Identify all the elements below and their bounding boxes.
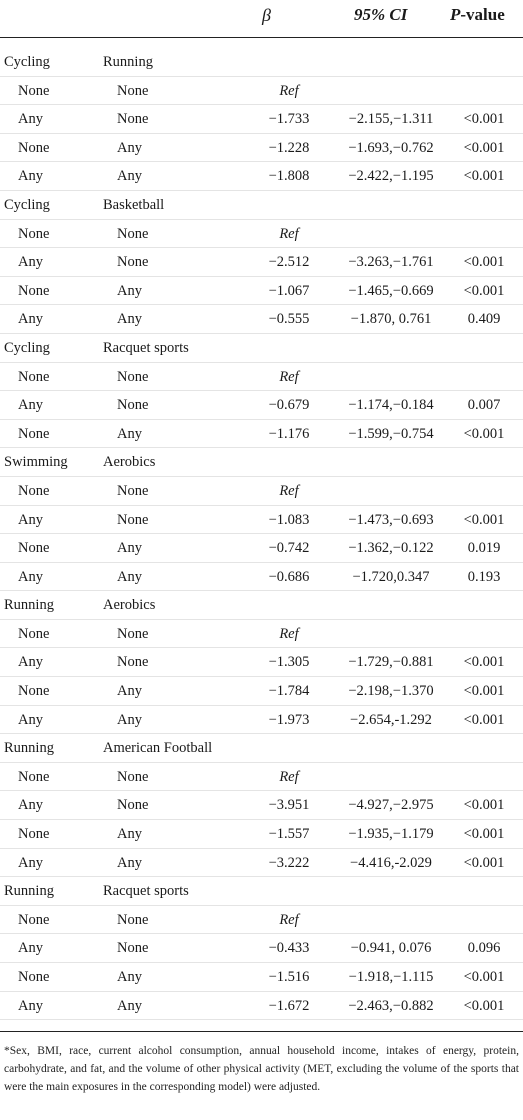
beta-value: −3.951 — [268, 797, 310, 814]
beta-value: −0.433 — [268, 940, 310, 957]
table-row — [0, 706, 523, 735]
ci-value: −2.654,-1.292 — [350, 711, 432, 728]
beta-value: Ref — [279, 225, 299, 242]
table-row — [0, 506, 523, 535]
footer-rule — [0, 1031, 523, 1032]
beta-value: −1.733 — [268, 111, 310, 128]
table-row — [0, 791, 523, 820]
table-row — [0, 134, 523, 163]
group-sport-a: Running — [4, 883, 54, 900]
table-row — [0, 277, 523, 306]
group-header-row — [0, 591, 523, 620]
beta-value: Ref — [279, 368, 299, 385]
ci-value: −2.198,−1.370 — [348, 683, 434, 700]
exposure-b-level: None — [117, 940, 149, 957]
ci-value: −1.870, 0.761 — [350, 311, 432, 328]
p-value: <0.001 — [463, 826, 505, 843]
p-value: <0.001 — [463, 425, 505, 442]
exposure-a-level: Any — [18, 711, 43, 728]
ci-value: −1.935,−1.179 — [348, 826, 434, 843]
p-value: 0.007 — [467, 397, 501, 414]
group-sport-a: Cycling — [4, 339, 50, 356]
beta-value: −1.516 — [268, 969, 310, 985]
table-row — [0, 420, 523, 449]
exposure-b-level: Any — [117, 139, 142, 156]
exposure-b-level: None — [117, 111, 149, 128]
header-rule — [0, 37, 523, 38]
exposure-a-level: Any — [18, 511, 43, 528]
table-row — [0, 391, 523, 420]
p-value: 0.096 — [467, 940, 501, 957]
exposure-b-level: Any — [117, 168, 142, 185]
table-row — [0, 992, 523, 1021]
p-value: <0.001 — [463, 139, 505, 156]
p-value: <0.001 — [463, 168, 505, 185]
beta-value: −0.679 — [268, 397, 310, 414]
group-header-row — [0, 734, 523, 763]
exposure-b-level: Any — [117, 540, 142, 557]
exposure-a-level: Any — [18, 397, 43, 414]
beta-value: Ref — [279, 911, 299, 928]
ci-value: −4.927,−2.975 — [348, 797, 434, 814]
p-value: 0.019 — [467, 540, 501, 557]
exposure-a-level: Any — [18, 568, 43, 585]
exposure-b-level: None — [117, 654, 149, 671]
table-row — [0, 77, 523, 106]
beta-value: −2.512 — [268, 254, 310, 271]
group-sport-b: Racquet sports — [103, 339, 189, 356]
beta-value: Ref — [279, 768, 299, 785]
table-row — [0, 220, 523, 249]
beta-value: −1.228 — [268, 139, 310, 156]
exposure-a-level: Any — [18, 797, 43, 814]
p-value: <0.001 — [463, 854, 505, 871]
beta-value: −1.973 — [268, 711, 310, 728]
group-sport-b: Running — [103, 54, 153, 70]
exposure-a-level: Any — [18, 111, 43, 128]
p-value: <0.001 — [463, 797, 505, 814]
exposure-a-level: None — [18, 282, 50, 299]
exposure-a-level: Any — [18, 854, 43, 871]
exposure-b-level: None — [117, 768, 149, 785]
group-header-row — [0, 48, 523, 77]
group-sport-b: American Football — [103, 740, 213, 757]
p-value: 0.409 — [467, 311, 501, 328]
exposure-b-level: None — [117, 511, 149, 528]
p-value: <0.001 — [463, 111, 505, 128]
exposure-b-level: Any — [117, 568, 142, 585]
table-row — [0, 763, 523, 792]
table-body — [0, 48, 523, 1020]
group-sport-b: Aerobics — [103, 597, 156, 614]
group-header-row — [0, 448, 523, 477]
table-row — [0, 620, 523, 649]
table-row — [0, 849, 523, 878]
group-header-row — [0, 191, 523, 220]
exposure-b-level: Any — [117, 997, 142, 1014]
exposure-b-level: None — [117, 482, 149, 499]
beta-value: Ref — [279, 625, 299, 642]
group-sport-a: Cycling — [4, 196, 50, 213]
p-value: <0.001 — [463, 711, 505, 728]
exposure-b-level: Any — [117, 711, 142, 728]
beta-value: Ref — [279, 82, 299, 99]
ci-value: −1.729,−0.881 — [348, 654, 434, 671]
ci-value: −2.155,−1.311 — [348, 111, 434, 128]
exposure-a-level: None — [18, 683, 50, 700]
exposure-a-level: None — [18, 911, 50, 928]
beta-value: −1.305 — [268, 654, 310, 671]
exposure-a-level: None — [18, 969, 50, 985]
table-row — [0, 305, 523, 334]
group-header-row — [0, 334, 523, 363]
header-95ci: 95% CI — [354, 5, 408, 24]
exposure-b-level: None — [117, 625, 149, 642]
header-p-letter: P — [450, 5, 461, 24]
p-value: <0.001 — [463, 254, 505, 271]
table-header — [0, 0, 523, 38]
table-row — [0, 477, 523, 506]
ci-value: −1.720,0.347 — [352, 568, 430, 585]
p-value: <0.001 — [463, 683, 505, 700]
beta-value: −0.742 — [268, 540, 310, 557]
beta-value: −3.222 — [268, 854, 310, 871]
beta-value: Ref — [279, 482, 299, 499]
beta-value: −1.672 — [268, 997, 310, 1014]
ci-value: −1.599,−0.754 — [348, 425, 434, 442]
ci-value: −4.416,-2.029 — [350, 854, 432, 871]
ci-value: −1.465,−0.669 — [348, 282, 434, 299]
ci-value: −0.941, 0.076 — [350, 940, 432, 957]
table-row — [0, 105, 523, 134]
exposure-b-level: Any — [117, 854, 142, 871]
group-sport-a: Running — [4, 597, 54, 614]
table-row — [0, 648, 523, 677]
p-value: <0.001 — [463, 511, 505, 528]
beta-value: −1.784 — [268, 683, 310, 700]
group-sport-b: Aerobics — [103, 454, 156, 471]
exposure-b-level: None — [117, 368, 149, 385]
ci-value: −1.362,−0.122 — [348, 540, 434, 557]
exposure-a-level: Any — [18, 997, 43, 1014]
exposure-a-level: Any — [18, 654, 43, 671]
exposure-a-level: None — [18, 540, 50, 557]
exposure-a-level: None — [18, 482, 50, 499]
ci-value: −1.174,−0.184 — [348, 397, 434, 414]
ci-value: −2.463,−0.882 — [348, 997, 434, 1014]
table-row — [0, 963, 523, 992]
exposure-b-level: Any — [117, 683, 142, 700]
exposure-b-level: Any — [117, 425, 142, 442]
p-value: 0.193 — [467, 568, 501, 585]
header-p-value — [450, 0, 505, 38]
exposure-a-level: None — [18, 368, 50, 385]
exposure-a-level: None — [18, 139, 50, 156]
exposure-b-level: None — [117, 82, 149, 99]
exposure-a-level: Any — [18, 168, 43, 185]
exposure-b-level: None — [117, 397, 149, 414]
exposure-b-level: Any — [117, 311, 142, 328]
group-sport-a: Cycling — [4, 54, 50, 70]
ci-value: −3.263,−1.761 — [348, 254, 434, 271]
exposure-a-level: Any — [18, 940, 43, 957]
p-value: <0.001 — [463, 997, 505, 1014]
table-row — [0, 248, 523, 277]
table-row — [0, 820, 523, 849]
beta-value: −1.067 — [268, 282, 310, 299]
table-row — [0, 563, 523, 592]
header-beta: β — [262, 5, 271, 25]
header-p-suffix: -value — [460, 5, 505, 24]
beta-value: −0.555 — [268, 311, 310, 328]
exposure-b-level: Any — [117, 969, 142, 985]
table-row — [0, 906, 523, 935]
exposure-b-level: None — [117, 911, 149, 928]
beta-value: −0.686 — [268, 568, 310, 585]
p-value: <0.001 — [463, 654, 505, 671]
exposure-b-level: None — [117, 225, 149, 242]
exposure-a-level: None — [18, 225, 50, 242]
beta-value: −1.557 — [268, 826, 310, 843]
beta-value: −1.176 — [268, 425, 310, 442]
exposure-a-level: None — [18, 826, 50, 843]
exposure-b-level: None — [117, 254, 149, 271]
exposure-a-level: None — [18, 768, 50, 785]
group-sport-a: Running — [4, 740, 54, 757]
group-sport-b: Racquet sports — [103, 883, 189, 900]
table-row — [0, 677, 523, 706]
exposure-a-level: None — [18, 625, 50, 642]
ci-value: −1.473,−0.693 — [348, 511, 434, 528]
table-footnote: *Sex, BMI, race, current alcohol consumption, annual household income, intakes of energy, protein, carbohydrate, and fat, and the volume of other physical activity (MET, excluding the volume of the sports that were the main exposures in the corresponding model) were adjusted. — [4, 1045, 519, 1093]
p-value: <0.001 — [463, 282, 505, 299]
group-header-row — [0, 877, 523, 906]
exposure-a-level: None — [18, 425, 50, 442]
exposure-b-level: Any — [117, 282, 142, 299]
table-row — [0, 363, 523, 392]
ci-value: −1.693,−0.762 — [348, 139, 434, 156]
exposure-a-level: Any — [18, 311, 43, 328]
p-value: <0.001 — [463, 969, 505, 985]
group-sport-b: Basketball — [103, 196, 165, 213]
table-row — [0, 534, 523, 563]
exposure-a-level: Any — [18, 254, 43, 271]
group-sport-a: Swimming — [4, 454, 68, 471]
beta-value: −1.083 — [268, 511, 310, 528]
exposure-b-level: None — [117, 797, 149, 814]
ci-value: −2.422,−1.195 — [348, 168, 434, 185]
exposure-b-level: Any — [117, 826, 142, 843]
ci-value: −1.918,−1.115 — [348, 969, 434, 985]
exposure-a-level: None — [18, 82, 50, 99]
beta-value: −1.808 — [268, 168, 310, 185]
table-row — [0, 162, 523, 191]
table-row — [0, 934, 523, 963]
